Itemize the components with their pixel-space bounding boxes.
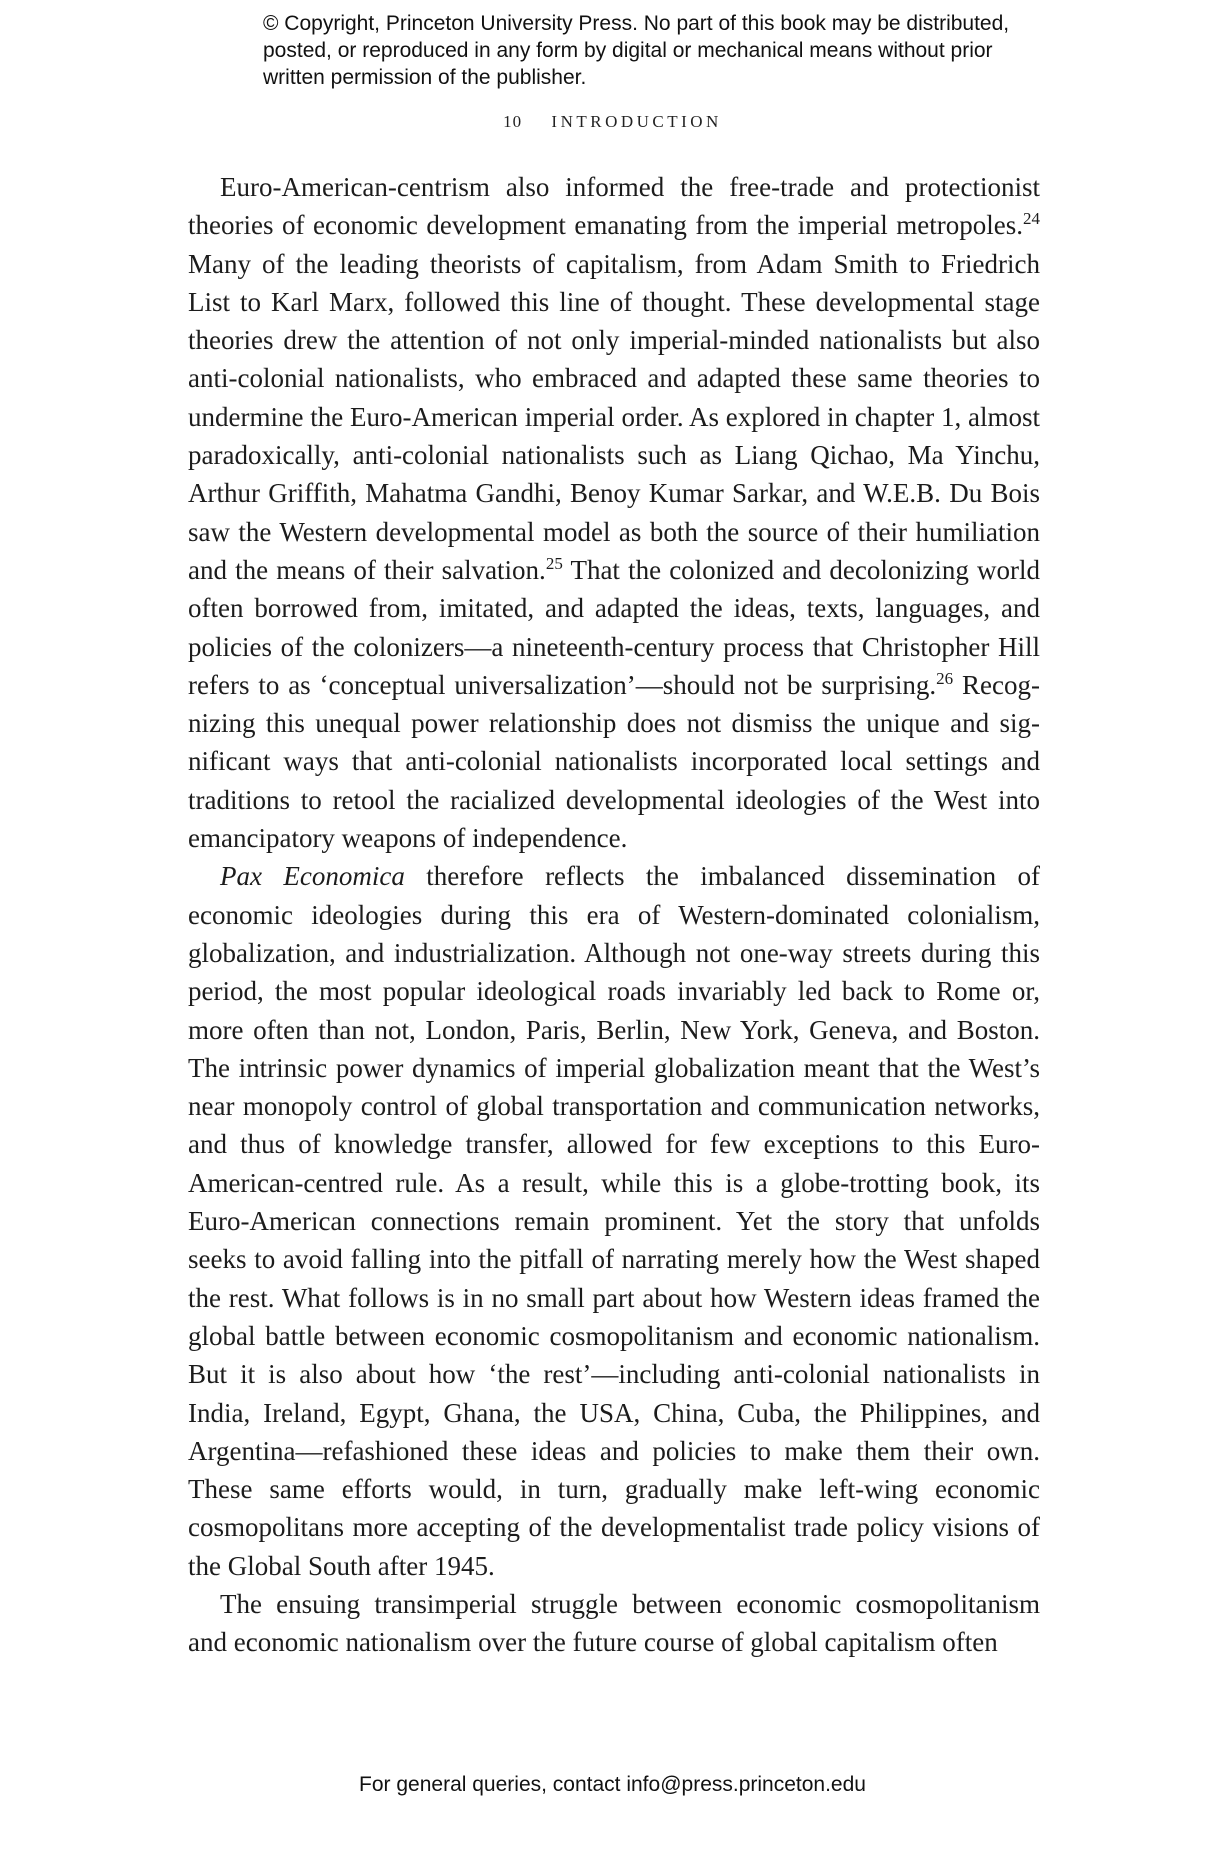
body-text <box>188 168 1040 1662</box>
text-run: Many of the leading theorists of capitalism, from Adam Smith to Friedrich List to Karl Marx, followed this line of thought. These developmental stage theories drew the attention of not only imperial-minded nationalists but also anti-colonial nationalists, who embraced and adapted these same theories to undermine the Euro-American imperial order. As explored in chapter 1, almost paradoxically, anti-colonial nationalists such as Liang Qichao, Ma Yinchu, Arthur Griffith, Mahatma Gandhi, Benoy Kumar Sarkar, and W.E.B. Du Bois saw the Western developmental model as both the source of their humiliation and the means of their salvation. <box>188 248 1040 585</box>
page-number: 10 <box>503 112 523 131</box>
paragraph <box>188 168 1040 857</box>
book-title: Pax Economica <box>220 861 405 892</box>
text-run: That the colonized and decolonizing world often borrowed from, imitated, and adapted the ideas, texts, languages, and policies of the colonizers—a nineteenth-century process that Christopher Hill refers to as ‘conceptual universalization’—should not be surprising. <box>188 554 1040 700</box>
text-run: therefore reflects the imbalanced dissemination of economic ideologies during this era of Western-dominated colonialism, globalization, and industrialization. Although not one-way streets during this period, the most popular ideological roads invariably led back to Rome or, more often than not, London, Paris, Berlin, New York, Geneva, and Boston. The intrinsic power dynamics of imperial globalization meant that the West’s near monopoly control of global transportation and communication networks, and thus of knowledge transfer, allowed for few exceptions to this Euro-American-centred rule. As a result, while this is a globe-trotting book, its Euro-American connections remain prominent. Yet the story that unfolds seeks to avoid falling into the pitfall of narrating merely how the West shaped the rest. What follows is in no small part about how Western ideas framed the global battle between economic cosmopolitanism and economic nationalism. But it is also about how ‘the rest’—including anti-colonial nationalists in India, Ireland, Egypt, Ghana, the USA, China, Cuba, the Philippines, and Argentina—refashioned these ideas and policies to make them their own. These same efforts would, in turn, gradually make left-wing economic cosmopolitans more accepting of the developmentalist trade policy visions of the Global South after 1945. <box>188 861 1041 1581</box>
paragraph <box>188 1585 1040 1662</box>
footnote-ref: 24 <box>1023 209 1040 229</box>
section-title: INTRODUCTION <box>551 112 722 131</box>
running-head <box>0 112 1225 132</box>
copyright-notice: © Copyright, Princeton University Press. No part of this book may be distributed, posted, or reproduced in any form by digital or mechanical means without prior written permission of the publisher. <box>263 12 1010 89</box>
footnote-ref: 25 <box>545 553 563 573</box>
paragraph <box>188 857 1040 1585</box>
footer-contact: For general queries, contact info@press.princeton.edu <box>359 1773 866 1796</box>
text-run: Euro-American-centrism also informed the free-trade and protectionist theories of economic development emanating from the imperial metropoles. <box>188 172 1040 241</box>
text-run: The ensuing transimperial struggle between economic cosmopolitanism and economic nationalism over the future course of global capitalism often <box>188 1588 1040 1658</box>
text-run: Recognizing this unequal power relationship does not dismiss the unique and significant ways that anti-colonial nationalists incorporated local settings and traditions to retool the racialized developmental ideologies of the West into emancipatory weapons of independence. <box>188 669 1040 854</box>
footnote-ref: 26 <box>936 668 954 688</box>
